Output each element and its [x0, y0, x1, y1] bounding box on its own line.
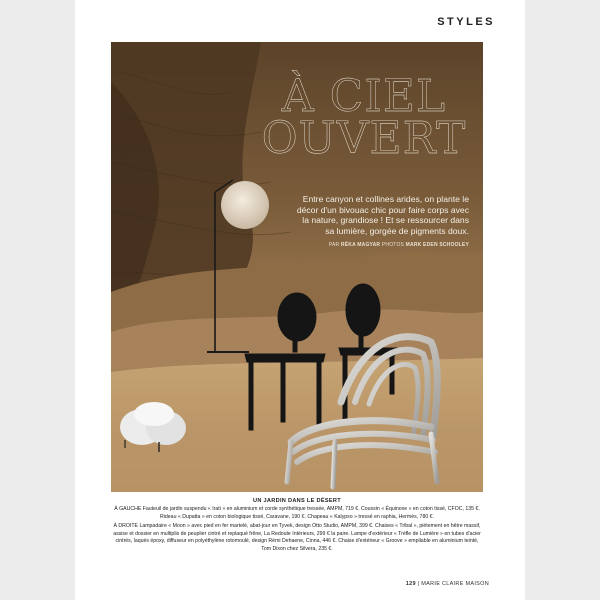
byline-photographer: MARK EDEN SCHOOLEY: [405, 242, 469, 248]
headline: [249, 71, 479, 164]
headline-line-1: À CIEL: [281, 71, 447, 122]
caption-title: UN JARDIN DANS LE DÉSERT: [252, 498, 341, 504]
magazine-page: [75, 0, 525, 600]
byline-par-label: PAR: [328, 242, 340, 248]
caption-right: À DROITE Lampadaire « Moon » avec pied en fer martelé, abat-jour en Tyvek, design Otto Studio, AMPM, 399 €. Chaises « Tribal », piètement en hêtre massif, assise et dossier en multiplis de peuplier cintré et replaqué frêne, La Redoute Intérieurs, 299 € la paire. Lampe d'extérieur « Trèfle de Lumière » en tubes d'acier cintrés, laqués époxy, diffuseur en polyéthylène rotomoulé, design Rémi Dehaene, Cinna, 446 €. Chaise d'extérieur « Groove » empilable en aluminium teinté, Tom Dixon chez Silvera, 235 €.: [113, 523, 481, 552]
photo-caption: [111, 497, 483, 555]
headline-line-2: OUVERT: [261, 112, 467, 164]
section-label: STYLES: [437, 16, 495, 28]
hero-photo: [111, 42, 483, 492]
intro-text: Entre canyon et collines arides, on plante le décor d'un bivouac chic pour faire corps avec la nature, grandiose ! Et se ressourcer dans sa lumière, gorgée de pigments doux.: [296, 194, 469, 237]
page-footer: [406, 581, 489, 587]
byline-photos-label: PHOTOS: [381, 242, 405, 248]
page-number: 129: [405, 581, 416, 587]
byline: [279, 242, 469, 248]
caption-left: À GAUCHE Fauteuil de jardin suspendu « Irati » en aluminium et corde synthétique tressée, AMPM, 719 €. Coussin « Équinoxe » en coton tissé, CFOC, 135 €. Rideau « Dupatta » en coton biologique tissé, Caravane, 190 €. Chapeau « Kalypso » tressé en raphia, Hermès, 780 €.: [114, 506, 480, 520]
footer-separator: |: [417, 581, 420, 587]
magazine-name: MARIE CLAIRE MAISON: [421, 581, 489, 587]
byline-author: RÉKA MAGYAR: [340, 242, 381, 248]
